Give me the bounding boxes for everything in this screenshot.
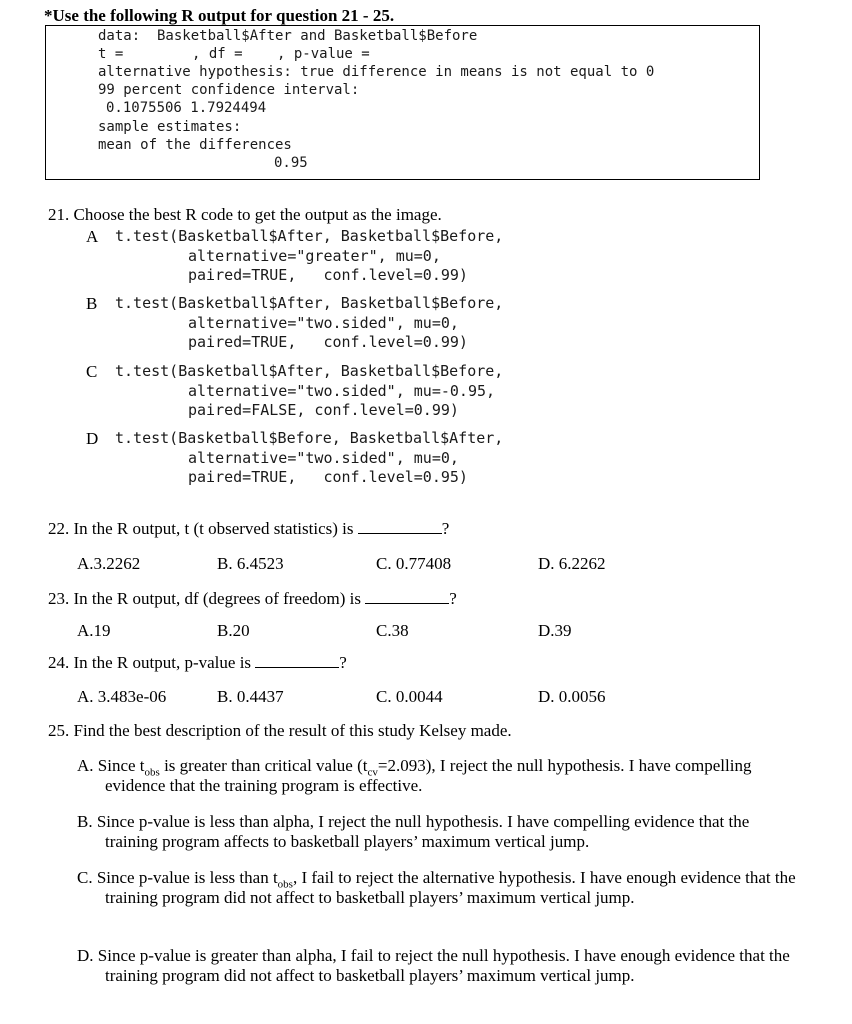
q23-choice-c: C.38 (376, 621, 409, 640)
q21-option-a-line3: paired=TRUE, conf.level=0.99) (188, 266, 468, 284)
q22-choice-d: D. 6.2262 (538, 554, 606, 573)
q23-answer-blank (365, 589, 449, 604)
q25-a-sub-cv: cv (367, 766, 378, 779)
q21-option-b-line1: t.test(Basketball$After, Basketball$Before, (115, 294, 504, 312)
q24-choice-b: B. 0.4437 (217, 687, 284, 706)
q24-choice-d: D. 0.0056 (538, 687, 606, 706)
q21-option-b-line3: paired=TRUE, conf.level=0.99) (188, 333, 468, 351)
q21-option-d-line3: paired=TRUE, conf.level=0.95) (188, 468, 468, 486)
section-header: *Use the following R output for question 21 - 25. (44, 6, 395, 25)
q23-question-text: 23. In the R output, df (degrees of freedom) is (48, 589, 361, 608)
r-pvalue-label: , p-value = (277, 46, 379, 62)
r-ci-line: 99 percent confidence interval: (98, 82, 360, 98)
q21-option-b-letter: B (86, 294, 98, 313)
q25-a-sub-obs: obs (144, 766, 160, 779)
r-est-line: sample estimates: (98, 119, 242, 135)
q22-answer-blank (358, 519, 442, 534)
q21-option-c-line1: t.test(Basketball$After, Basketball$Before, (115, 362, 504, 380)
q25-option-a (77, 756, 805, 796)
q25-option-c (77, 868, 825, 908)
q21-option-d-letter: D (86, 429, 99, 448)
q21-option-d-line2: alternative="two.sided", mu=0, (188, 449, 459, 467)
q25-question: 25. Find the best description of the result of this study Kelsey made. (48, 721, 512, 740)
r-data-line: data: Basketball$After and Basketball$Before (98, 28, 478, 44)
q21-option-a-line1: t.test(Basketball$After, Basketball$Before, (115, 227, 504, 245)
q24-question-end: ? (339, 653, 347, 672)
q21-option-c-line2: alternative="two.sided", mu=-0.95, (188, 382, 496, 400)
q23-choice-a: A.19 (77, 621, 111, 640)
q21-option-b-line2: alternative="two.sided", mu=0, (188, 314, 459, 332)
q22-choice-b: B. 6.4523 (217, 554, 284, 573)
q25-c-part1: C. Since p-value is less than t (77, 868, 278, 887)
r-t-label: t = (98, 46, 132, 62)
q24-choice-c: C. 0.0044 (376, 687, 443, 706)
q22-choice-a: A.3.2262 (77, 554, 141, 573)
q21-option-c-line3: paired=FALSE, conf.level=0.99) (188, 401, 459, 419)
r-mean-line: mean of the differences (98, 137, 292, 153)
q24-choice-a: A. 3.483e-06 (77, 687, 167, 706)
q25-option-b: B. Since p-value is less than alpha, I reject the null hypothesis. I have compelling evidence that the training program affects to basketball players’ maximum vertical jump. (77, 812, 750, 851)
q23-question-end: ? (449, 589, 457, 608)
q21-option-d-line1: t.test(Basketball$Before, Basketball$After, (115, 429, 504, 447)
q22-choice-c: C. 0.77408 (376, 554, 452, 573)
r-alt-line: alternative hypothesis: true difference in means is not equal to 0 (98, 64, 655, 80)
q22-question (48, 519, 449, 539)
q25-c-sub-obs: obs (277, 878, 293, 891)
r-ci-values: 0.1075506 1.7924494 (106, 100, 267, 116)
q25-a-part3: =2.093), I reject the null hypothesis. I have compelling evidence that the training program is effective. (105, 756, 752, 795)
q21-question: 21. Choose the best R code to get the output as the image. (48, 205, 442, 224)
q23-choice-d: D.39 (538, 621, 572, 640)
q24-answer-blank (255, 653, 339, 668)
q25-c-part2: , I fail to reject the alternative hypothesis. I have enough evidence that the training program did not affect to basketball players’ maximum vertical jump. (105, 868, 796, 907)
q24-question-text: 24. In the R output, p-value is (48, 653, 252, 672)
q24-question (48, 653, 347, 673)
q22-question-end: ? (441, 519, 450, 538)
q23-question (48, 589, 457, 609)
q25-option-d: D. Since p-value is greater than alpha, I fail to reject the null hypothesis. I have enough evidence that the training program did not affect to basketball players’ maximum vertical jump. (77, 946, 790, 985)
q21-option-a-line2: alternative="greater", mu=0, (188, 247, 441, 265)
q25-a-part1: A. Since t (77, 756, 145, 775)
q23-choice-b: B.20 (217, 621, 250, 640)
q21-option-a-letter: A (86, 227, 99, 246)
q21-option-c-letter: C (86, 362, 98, 381)
q25-a-part2: is greater than critical value (t (159, 756, 368, 775)
r-mean-value: 0.95 (274, 155, 308, 171)
r-df-label: , df = (192, 46, 252, 62)
q22-question-text: 22. In the R output, t (t observed statistics) is (48, 519, 354, 538)
